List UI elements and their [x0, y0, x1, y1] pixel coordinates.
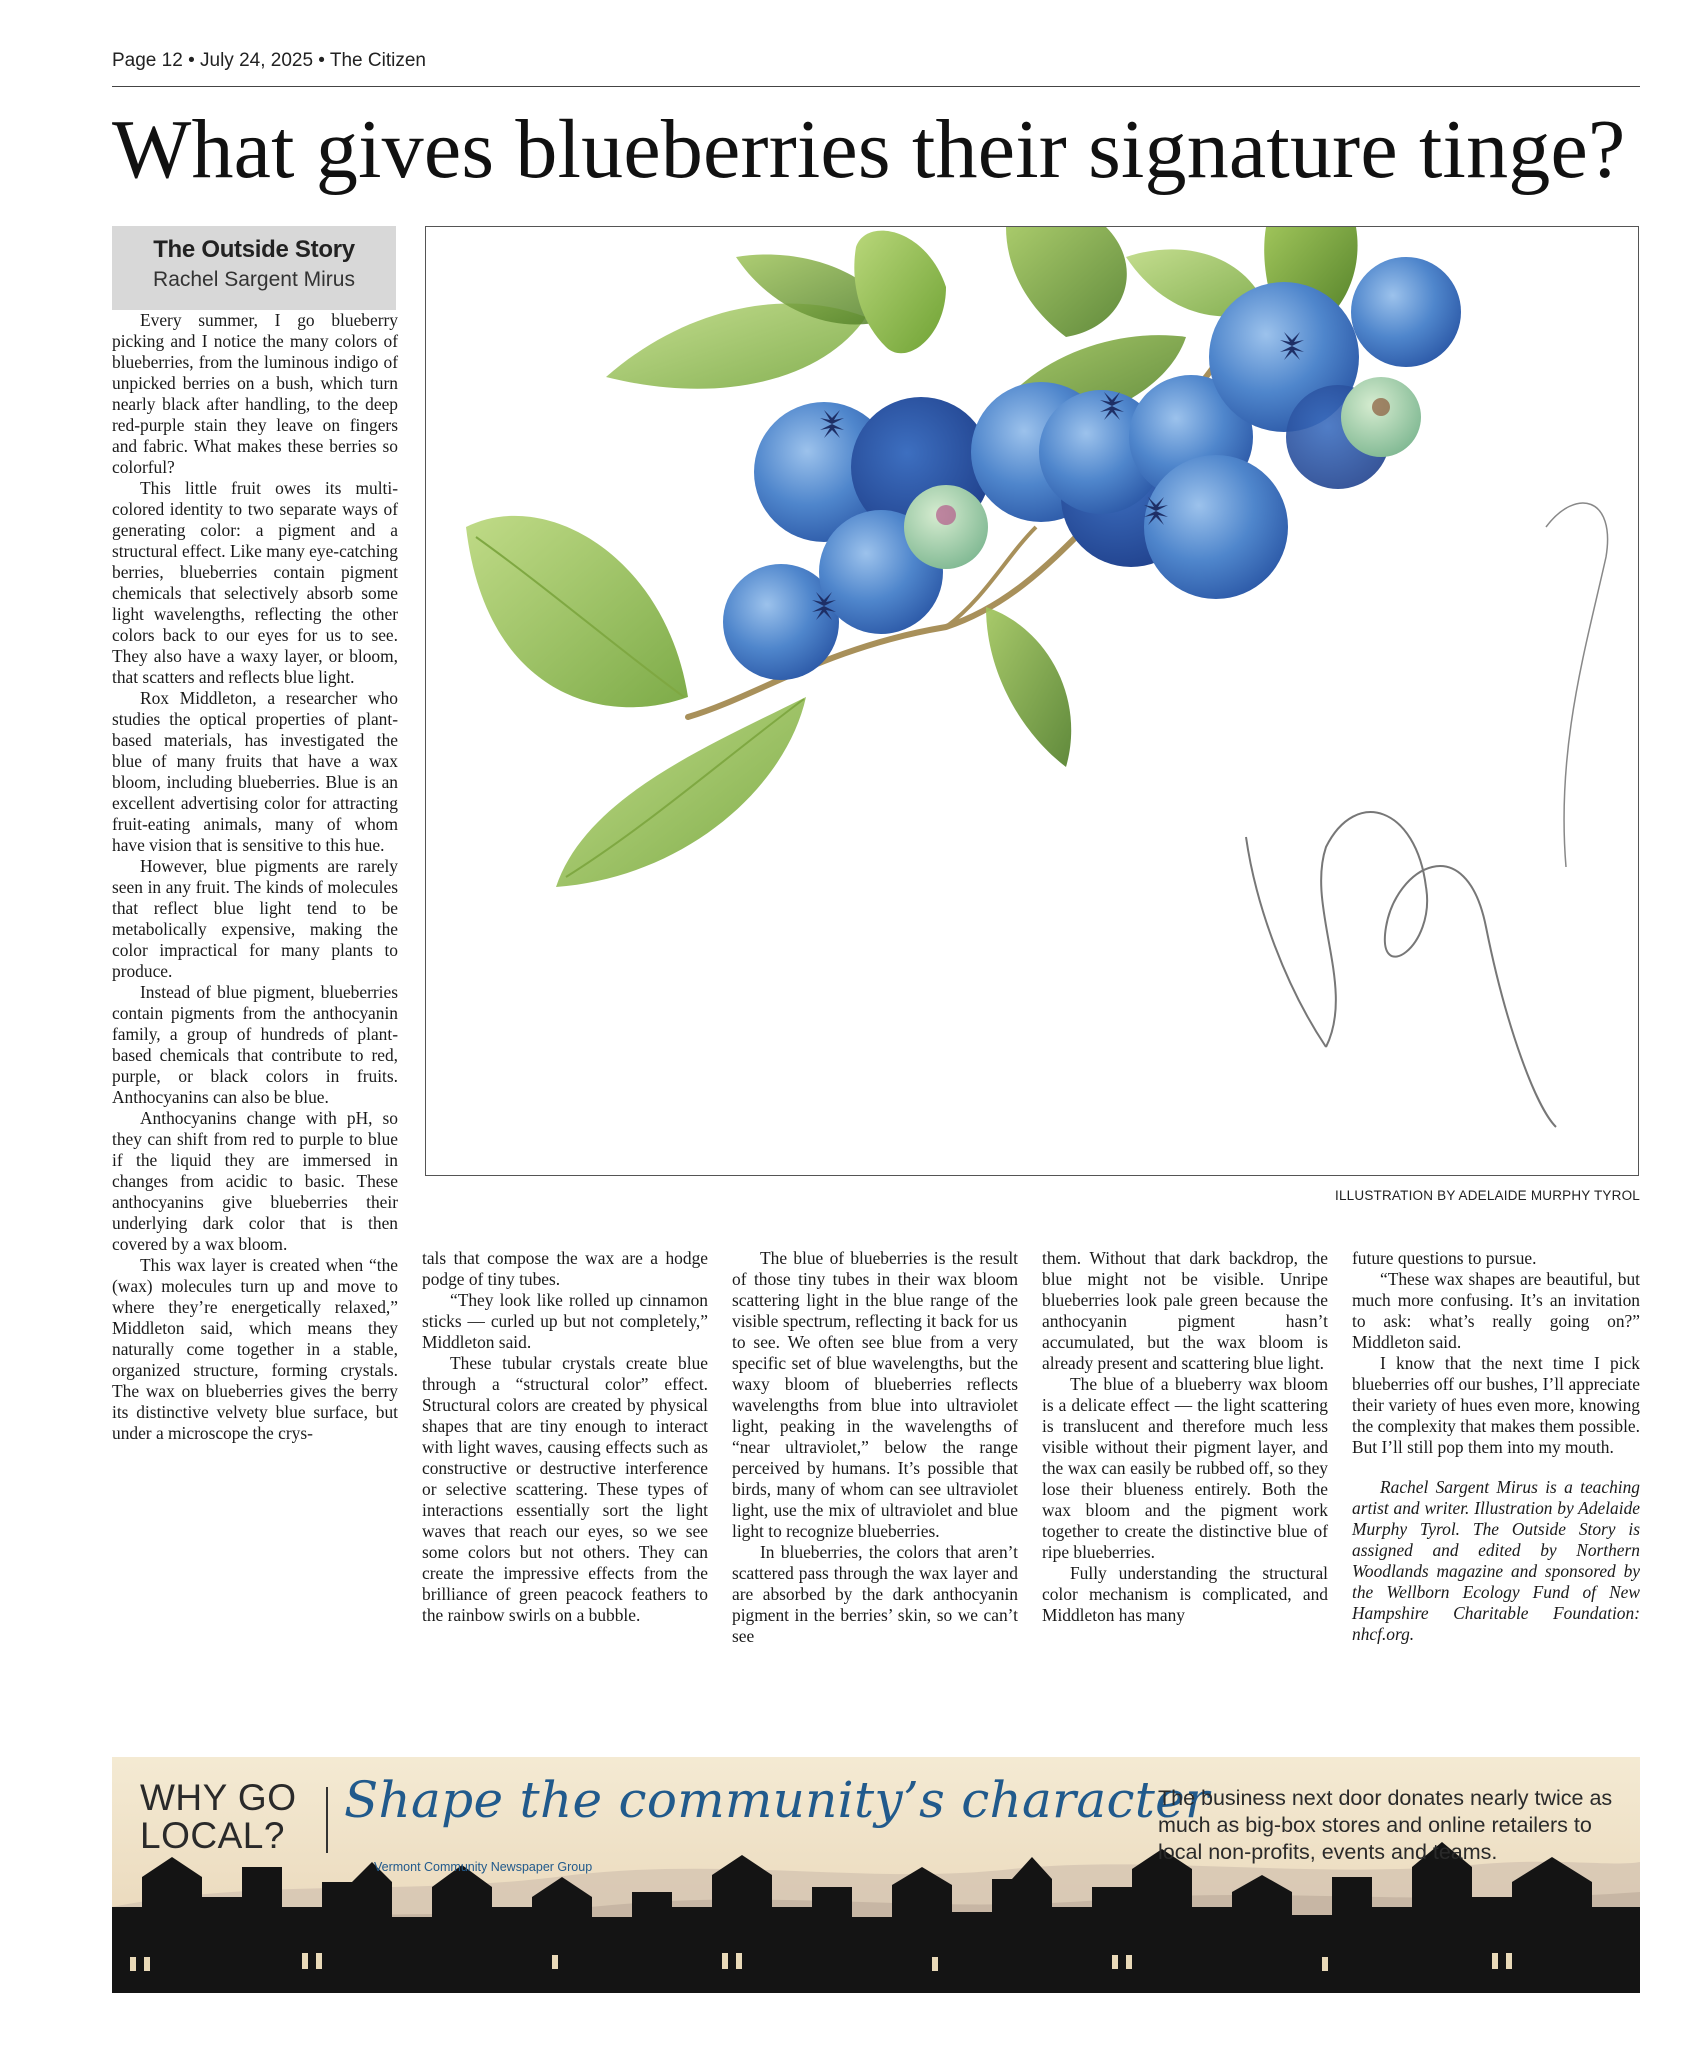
header-rule — [112, 86, 1640, 87]
column-series-title: The Outside Story — [153, 236, 355, 263]
paragraph: Every summer, I go blueberry picking and I notice the many colors of blueberries, from the luminous indigo of unpicked berries on a bush, which turn nearly black after handling, to the deep red-purple stain they leave on fingers and fabric. What makes these berries so colorful? — [112, 310, 398, 477]
page-folio: Page 12 • July 24, 2025 • The Citizen — [112, 50, 426, 71]
ad-slogan: Shape the community’s character — [344, 1771, 1210, 1829]
blueberry-illustration — [425, 226, 1639, 1176]
paragraph: The blue of blueberries is the result of those tiny tubes in their wax bloom scattering light in the blue range of the visible spectrum, reflecting it back for us to see. We often see blue from a very specific set of blue wavelengths, but the waxy bloom of blueberries reflects wavelengths from blue into ultraviolet light, peaking in the wavelengths of “near ultraviolet,” below the range perceived by humans. It’s possible that birds, many of whom can see ultraviolet light, use the mix of ultraviolet and blue light to recognize blueberries. — [732, 1248, 1018, 1541]
paragraph: Instead of blue pigment, blueberries contain pigments from the anthocyanin family, a group of hundreds of plant-based chemicals that contribute to red, purple, or black colors in fruits. Anthocyanins can also be blue. — [112, 982, 398, 1107]
paragraph: However, blue pigments are rarely seen in any fruit. The kinds of molecules that reflect blue light tend to be metabolically expensive, making the color impractical for many plants to produce. — [112, 856, 398, 981]
illustration-credit: ILLUSTRATION BY ADELAIDE MURPHY TYROL — [1335, 1188, 1640, 1203]
paragraph: These tubular crystals create blue through a “structural color” effect. Structural colors are created by physical shapes that are tiny enough to interact with light waves, causing effects such as constructive or destructive interference or selective scattering. These types of interactions essentially sort the light waves that reach our eyes, so we see some colors but not others. They can create the impressive effects from the brilliance of green peacock feathers to the rainbow swirls on a bubble. — [422, 1353, 708, 1625]
ad-sponsor: Vermont Community Newspaper Group — [374, 1860, 593, 1874]
ad-why-go-local — [140, 1779, 297, 1855]
paragraph: Anthocyanins change with pH, so they can shift from red to purple to blue if the liquid they are immersed in changes from acidic to basic. These anthocyanins give blueberries their underlying dark color that is then covered by a wax bloom. — [112, 1108, 398, 1254]
paragraph: “They look like rolled up cinnamon sticks — curled up but not completely,” Middleton said. — [422, 1290, 708, 1352]
article-column-5 — [1352, 1248, 1640, 1645]
paragraph: “These wax shapes are beautiful, but much more confusing. It’s an invitation to ask: what’s really going on?” Middleton said. — [1352, 1269, 1640, 1352]
ad-why-line-2: LOCAL? — [140, 1815, 285, 1856]
blueberry-sprig-icon — [426, 227, 1638, 1175]
article-column-3 — [732, 1248, 1018, 1647]
headline: What gives blueberries their signature tinge? — [112, 103, 1626, 196]
article-column-1 — [112, 310, 398, 1444]
paragraph-continued: them. Without that dark backdrop, the blue might not be visible. Unripe blueberries look pale green because the anthocyanin pigment hasn’t accumulated, but the wax bloom is already present and scattering blue light. — [1042, 1248, 1328, 1373]
ad-why-line-1: WHY GO — [140, 1777, 297, 1818]
byline: Rachel Sargent Mirus — [153, 268, 355, 291]
paragraph-continued: future questions to pursue. — [1352, 1248, 1537, 1268]
paragraph: Rox Middleton, a researcher who studies the optical properties of plant-based materials, has investigated the blue of many fruits that have a wax bloom, including blueberries. Blue is an excellent advertising color for attracting fruit-eating animals, many of whom have vision that is sensitive to this hue. — [112, 688, 398, 855]
article-column-2 — [422, 1248, 708, 1626]
ad-divider — [326, 1787, 328, 1853]
ad-body-text: The business next door donates nearly twice as much as big-box stores and online retailers to local non-profits, events and teams. — [1158, 1786, 1613, 1864]
paragraph: This wax layer is created when “the (wax) molecules turn up and move to where they’re energetically relaxed,” Middleton said, which means they naturally come together in a stable, organized structure, forming crystals. The wax on blueberries gives the berry its distinctive velvety blue surface, but under a microscope the crys- — [112, 1255, 398, 1443]
why-go-local-ad[interactable] — [112, 1757, 1640, 1993]
paragraph: I know that the next time I pick blueberries off our bushes, I’ll appreciate their variety of hues even more, knowing the complexity that makes them possible. But I’ll still pop them into my mouth. — [1352, 1353, 1640, 1457]
article-column-4 — [1042, 1248, 1328, 1626]
paragraph: This little fruit owes its multi-colored identity to two separate ways of generating color: a pigment and a structural effect. Like many eye-catching berries, blueberries contain pigment chemicals that selectively absorb some light wavelengths, reflecting the other colors back to our eyes for us to see. They also have a waxy layer, or bloom, that scatters and reflects blue light. — [112, 478, 399, 687]
paragraph-continued: tals that compose the wax are a hodge podge of tiny tubes. — [422, 1248, 708, 1289]
author-bio: Rachel Sargent Mirus is a teaching artist and writer. Illustration by Adelaide Murphy Tyrol. The Outside Story is assigned and edited by Northern Woodlands magazine and sponsored by the Wellborn Ecology Fund of New Hampshire Charitable Foundation: nhcf.org. — [1352, 1477, 1640, 1644]
paragraph: The blue of a blueberry wax bloom is a delicate effect — the light scattering is translucent and therefore much less visible without their pigment layer, and the wax can easily be rubbed off, so they lose their blueness entirely. Both the wax bloom and the pigment work together to create the distinctive blue of ripe blueberries. — [1042, 1374, 1328, 1562]
column-box — [112, 226, 396, 310]
paragraph: In blueberries, the colors that aren’t scattered pass through the wax layer and are absorbed by the dark anthocyanin pigment in the berries’ skin, so we can’t see — [732, 1542, 1018, 1646]
paragraph: Fully understanding the structural color mechanism is complicated, and Middleton has many — [1042, 1563, 1328, 1625]
